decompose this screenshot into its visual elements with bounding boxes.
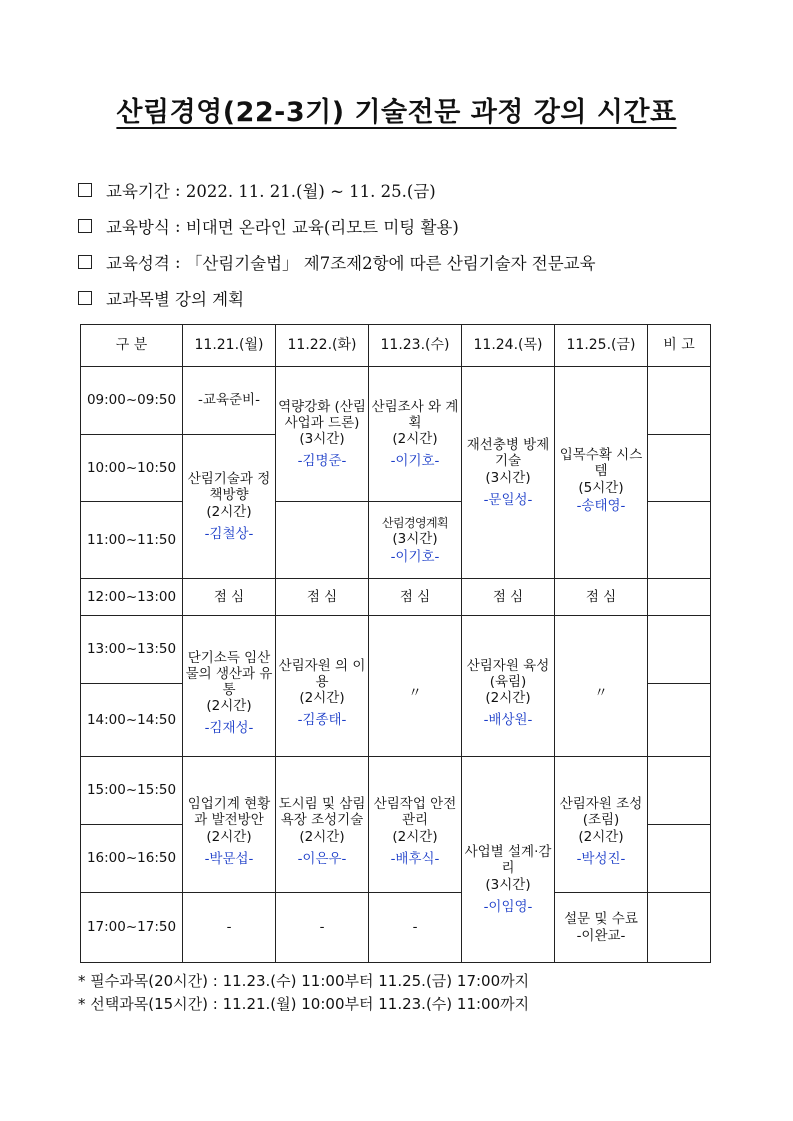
table-row <box>81 367 711 435</box>
checkbox-square-icon <box>78 291 92 305</box>
time-cell: 11:00~11:50 <box>81 502 183 579</box>
instructor-name: -박성진- <box>576 850 626 867</box>
wed-ditto-cell: 〃 <box>369 616 462 757</box>
mon-end-cell: - <box>183 893 276 963</box>
day-header: 11.21.(월) <box>183 325 276 367</box>
time-cell: 15:00~15:50 <box>81 757 183 825</box>
time-cell: 16:00~16:50 <box>81 825 183 893</box>
tue-end-cell: - <box>276 893 369 963</box>
remarks-cell <box>648 757 711 825</box>
time-cell: 13:00~13:50 <box>81 616 183 684</box>
remarks-cell <box>648 893 711 963</box>
mon-prep-cell: -교육준비- <box>183 367 276 435</box>
instructor-name: -이임영- <box>483 898 533 915</box>
lunch-cell: 점 심 <box>369 579 462 616</box>
day-header: 11.23.(수) <box>369 325 462 367</box>
instructor-name: -이은우- <box>297 850 347 867</box>
instructor-name: -김철상- <box>204 525 254 542</box>
tue-course-3: 도시림 및 삼림욕장 조성기술 (2시간) -이은우- <box>276 757 369 893</box>
remarks-cell <box>648 684 711 757</box>
instructor-name: -배후식- <box>390 850 440 867</box>
wed-end-cell: - <box>369 893 462 963</box>
instructor-name: -박문섭- <box>204 850 254 867</box>
instructor-name: -김종태- <box>297 712 347 729</box>
thu-course-1: 재선충병 방제기술 (3시간) -문일성- <box>462 367 555 579</box>
page-title: 산림경영(22-3기) 기술전문 과정 강의 시간표 <box>116 97 677 128</box>
note-elective: * 선택과목(15시간) : 11.21.(월) 10:00부터 11.23.(수) 11:00까지 <box>78 995 530 1013</box>
wed-course-2: 산림경영계획 (3시간) -이기호- <box>369 502 462 579</box>
checkbox-square-icon <box>78 219 92 233</box>
time-cell: 12:00~13:00 <box>81 579 183 616</box>
remarks-cell <box>648 367 711 435</box>
instructor-name: -이완교- <box>576 927 626 944</box>
lunch-cell: 점 심 <box>555 579 648 616</box>
info-plan: 교과목별 강의 계획 <box>78 286 244 310</box>
wed-course-3: 산림작업 안전관리 (2시간) -배후식- <box>369 757 462 893</box>
thu-course-3: 사업별 설계·감리 (3시간) -이임영- <box>462 757 555 963</box>
note-required: * 필수과목(20시간) : 11.23.(수) 11:00부터 11.25.(금) 17:00까지 <box>78 972 530 990</box>
lunch-cell: 점 심 <box>276 579 369 616</box>
tue-course-2: 산림자원 의 이용 (2시간) -김종태- <box>276 616 369 757</box>
remarks-header: 비 고 <box>648 325 711 367</box>
checkbox-square-icon <box>78 255 92 269</box>
fri-course-2: 산림자원 조성(조림) (2시간) -박성진- <box>555 757 648 893</box>
table-row <box>81 757 711 825</box>
info-period: 교육기간 : 2022. 11. 21.(월) ~ 11. 25.(금) <box>78 178 436 202</box>
mon-course-1: 산림기술과 정책방향 (2시간) -김철상- <box>183 435 276 579</box>
fri-course-3: 설문 및 수료 -이완교- <box>555 893 648 963</box>
remarks-cell <box>648 616 711 684</box>
lunch-cell: 점 심 <box>183 579 276 616</box>
instructor-name: -송태영- <box>576 497 626 514</box>
day-header: 11.25.(금) <box>555 325 648 367</box>
time-cell: 17:00~17:50 <box>81 893 183 963</box>
instructor-name: -김재성- <box>204 720 254 737</box>
day-header: 11.22.(화) <box>276 325 369 367</box>
division-header: 구 분 <box>81 325 183 367</box>
table-row <box>81 616 711 684</box>
fri-ditto-cell: 〃 <box>555 616 648 757</box>
header-row <box>81 325 711 367</box>
remarks-cell <box>648 435 711 502</box>
instructor-name: -이기호- <box>390 453 440 470</box>
day-header: 11.24.(목) <box>462 325 555 367</box>
tue-course-1: 역량강화 (산림사업과 드론) (3시간) -김명준- <box>276 367 369 502</box>
lunch-cell: 점 심 <box>462 579 555 616</box>
time-cell: 14:00~14:50 <box>81 684 183 757</box>
info-method: 교육방식 : 비대면 온라인 교육(리모트 미팅 활용) <box>78 214 459 238</box>
remarks-cell <box>648 825 711 893</box>
fri-course-1: 입목수확 시스템 (5시간) -송태영- <box>555 367 648 579</box>
instructor-name: -문일성- <box>483 491 533 508</box>
mon-course-3: 임업기계 현황과 발전방안 (2시간) -박문섭- <box>183 757 276 893</box>
lunch-row <box>81 579 711 616</box>
table-row <box>81 893 711 963</box>
instructor-name: -이기호- <box>390 549 440 566</box>
remarks-cell <box>648 579 711 616</box>
checkbox-square-icon <box>78 183 92 197</box>
time-cell: 09:00~09:50 <box>81 367 183 435</box>
info-character: 교육성격 : 「산림기술법」 제7조제2항에 따른 산림기술자 전문교육 <box>78 250 596 274</box>
time-cell: 10:00~10:50 <box>81 435 183 502</box>
schedule-table <box>80 324 711 963</box>
mon-course-2: 단기소득 임산물의 생산과 유통 (2시간) -김재성- <box>183 616 276 757</box>
tue-empty-cell <box>276 502 369 579</box>
remarks-cell <box>648 502 711 579</box>
wed-course-1: 산림조사 와 계획 (2시간) -이기호- <box>369 367 462 502</box>
instructor-name: -배상원- <box>483 712 533 729</box>
thu-course-2: 산림자원 육성(육림) (2시간) -배상원- <box>462 616 555 757</box>
instructor-name: -김명준- <box>297 453 347 470</box>
